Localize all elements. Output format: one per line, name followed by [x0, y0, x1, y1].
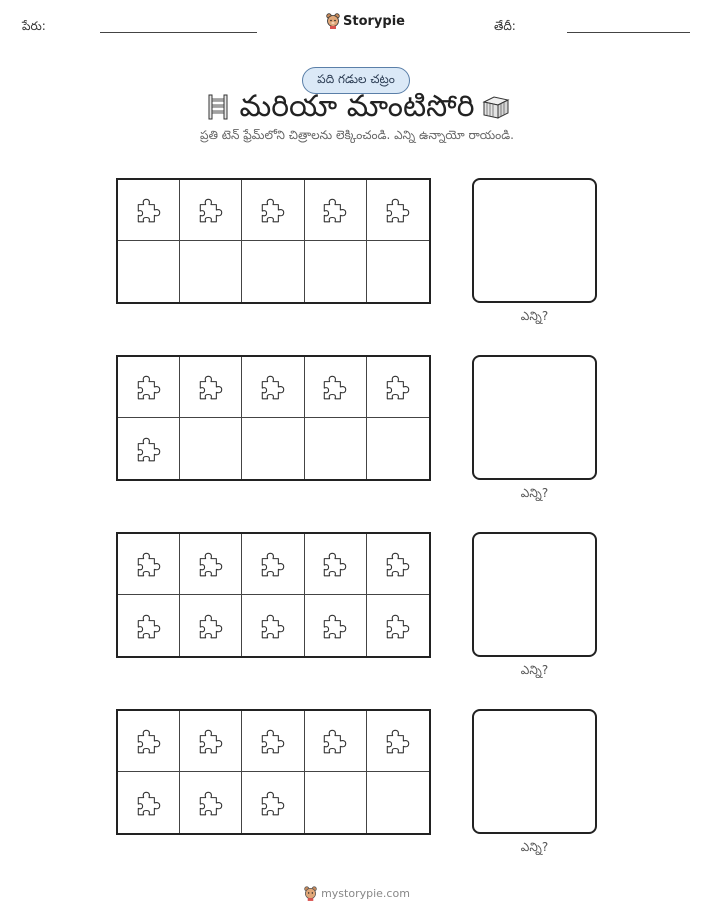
ten-frame-cell	[305, 418, 367, 479]
ten-frame-cell	[305, 711, 367, 772]
how-many-label-2: ఎన్ని?	[520, 486, 549, 500]
puzzle-piece-icon	[196, 549, 226, 579]
puzzle-piece-icon	[320, 372, 350, 402]
ten-frame-cell	[305, 595, 367, 656]
ten-frame-cell	[180, 241, 242, 302]
ten-frame-cell	[180, 357, 242, 418]
ten-frame-cell	[180, 711, 242, 772]
puzzle-piece-icon	[320, 195, 350, 225]
how-many-label-3: ఎన్ని?	[520, 663, 549, 677]
puzzle-piece-icon	[134, 434, 164, 464]
ten-frame-cell	[118, 241, 180, 302]
footer	[0, 886, 714, 901]
ten-frame-cell	[367, 595, 429, 656]
puzzle-piece-icon	[196, 788, 226, 818]
puzzle-piece-icon	[134, 611, 164, 641]
answer-box-2[interactable]	[472, 355, 597, 480]
puzzle-piece-icon	[196, 726, 226, 756]
puzzle-piece-icon	[258, 549, 288, 579]
bear-mascot-icon	[326, 13, 340, 29]
ten-frame-cell	[305, 241, 367, 302]
ten-frame-cell	[118, 180, 180, 241]
ten-frame-3	[116, 532, 431, 658]
date-field[interactable]	[567, 32, 690, 33]
puzzle-piece-icon	[320, 549, 350, 579]
answer-box-3[interactable]	[472, 532, 597, 657]
ten-frame-cell	[242, 357, 304, 418]
ten-frame-cell	[367, 772, 429, 833]
puzzle-piece-icon	[196, 611, 226, 641]
ten-frame-cell	[367, 711, 429, 772]
ten-frame-cell	[118, 357, 180, 418]
puzzle-piece-icon	[196, 195, 226, 225]
ten-frame-cell	[305, 772, 367, 833]
ten-frame-cell	[180, 595, 242, 656]
ten-frame-cell	[242, 595, 304, 656]
ten-frame-cell	[118, 534, 180, 595]
ten-frame-cell	[242, 241, 304, 302]
puzzle-piece-icon	[320, 726, 350, 756]
how-many-label-4: ఎన్ని?	[520, 840, 549, 854]
puzzle-piece-icon	[258, 611, 288, 641]
wooden-box-icon	[482, 94, 510, 120]
puzzle-piece-icon	[134, 726, 164, 756]
answer-box-4[interactable]	[472, 709, 597, 834]
ten-frame-cell	[242, 418, 304, 479]
ten-frame-cell	[305, 534, 367, 595]
ten-frame-cell	[180, 180, 242, 241]
footer-url: mystorypie.com	[321, 887, 410, 900]
puzzle-piece-icon	[383, 549, 413, 579]
answer-box-1[interactable]	[472, 178, 597, 303]
puzzle-piece-icon	[383, 372, 413, 402]
puzzle-piece-icon	[258, 372, 288, 402]
date-label: తేదీ:	[494, 19, 516, 33]
ten-frame-1	[116, 178, 431, 304]
puzzle-piece-icon	[258, 195, 288, 225]
puzzle-piece-icon	[383, 611, 413, 641]
ten-frame-4	[116, 709, 431, 835]
bear-mascot-icon	[304, 886, 317, 901]
how-many-label-1: ఎన్ని?	[520, 309, 549, 323]
brand-name: Storypie	[343, 13, 405, 29]
ten-frame-2	[116, 355, 431, 481]
ten-frame-cell	[118, 595, 180, 656]
ten-frame-cell	[242, 534, 304, 595]
puzzle-piece-icon	[383, 195, 413, 225]
ten-frame-cell	[118, 711, 180, 772]
ten-frame-cell	[367, 418, 429, 479]
puzzle-piece-icon	[258, 788, 288, 818]
puzzle-piece-icon	[134, 372, 164, 402]
ten-frame-cell	[118, 772, 180, 833]
puzzle-piece-icon	[134, 195, 164, 225]
ten-frame-cell	[305, 180, 367, 241]
puzzle-piece-icon	[383, 726, 413, 756]
ten-frame-cell	[367, 357, 429, 418]
puzzle-piece-icon	[134, 788, 164, 818]
page-title: మరియా మాంటిసోరి	[239, 89, 475, 124]
ten-frame-cell	[118, 418, 180, 479]
ten-frame-cell	[180, 534, 242, 595]
ten-frame-cell	[242, 711, 304, 772]
name-field[interactable]	[100, 32, 257, 33]
ten-frame-cell	[242, 180, 304, 241]
puzzle-piece-icon	[196, 372, 226, 402]
ten-frame-cell	[305, 357, 367, 418]
ten-frame-cell	[242, 772, 304, 833]
puzzle-piece-icon	[258, 726, 288, 756]
puzzle-piece-icon	[320, 611, 350, 641]
brand-logo	[326, 13, 405, 29]
ten-frame-cell	[367, 241, 429, 302]
name-label: పేరు:	[22, 19, 46, 33]
ten-frame-cell	[180, 418, 242, 479]
worksheet-type-badge: పది గడుల చట్రం	[302, 67, 410, 94]
instructions: ప్రతి టెన్ ఫ్రేమ్‌లోని చిత్రాలను లెక్కించండి. ఎన్ని ఉన్నాయో రాయండి.	[200, 128, 514, 142]
ten-frame-cell	[180, 772, 242, 833]
puzzle-piece-icon	[134, 549, 164, 579]
ten-frame-cell	[367, 534, 429, 595]
ten-frame-cell	[367, 180, 429, 241]
